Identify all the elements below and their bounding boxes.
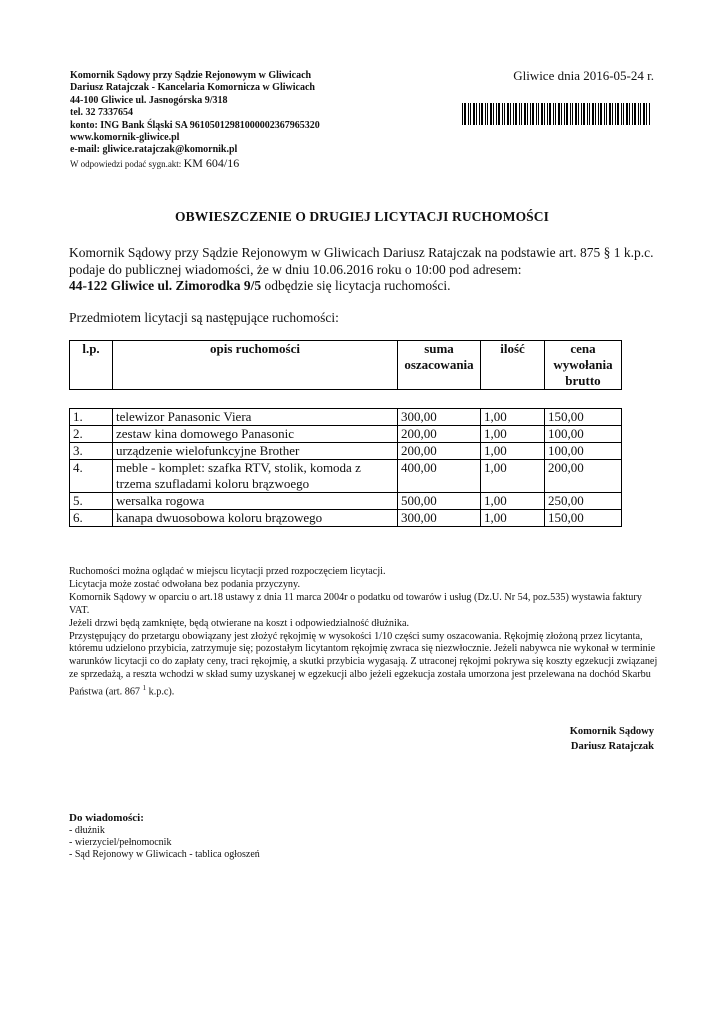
- recipient-item: - Sąd Rejonowy w Gliwicach - tablica ogłoszeń: [69, 849, 260, 861]
- sender-website: www.komornik-gliwice.pl: [70, 132, 180, 144]
- recipients-block: [69, 811, 260, 862]
- cell-quantity: 1,00: [481, 409, 545, 426]
- cell-valuation: 200,00: [398, 426, 481, 443]
- intro-line: podaje do publicznej wiadomości, że w dniu 10.06.2016 roku o 10:00 pod adresem:: [69, 261, 522, 277]
- cell-lp: 1.: [70, 409, 113, 426]
- cell-price: 100,00: [545, 426, 622, 443]
- cell-description: telewizor Panasonic Viera: [113, 409, 398, 426]
- barcode-icon: [462, 103, 652, 131]
- sender-header: [70, 70, 320, 171]
- case-reference: [70, 157, 320, 171]
- cell-valuation: 300,00: [398, 409, 481, 426]
- auction-address: 44-122 Gliwice ul. Zimorodka 9/5: [69, 278, 262, 293]
- cell-price: 150,00: [545, 510, 622, 527]
- subject-line: Przedmiotem licytacji są następujące ruchomości:: [69, 310, 339, 325]
- recipients-heading: Do wiadomości:: [69, 812, 144, 824]
- cell-price: 200,00: [545, 460, 622, 493]
- cell-description: urządzenie wielofunkcyjne Brother: [113, 443, 398, 460]
- document-date: Gliwice dnia 2016-05-24 r.: [513, 68, 654, 83]
- intro-line-rest: odbędzie się licytacja ruchomości.: [261, 278, 451, 293]
- cell-lp: 3.: [70, 443, 113, 460]
- intro-paragraph: [69, 245, 669, 295]
- table-row: [70, 460, 622, 493]
- cell-description: wersalka rogowa: [113, 493, 398, 510]
- intro-line: [69, 278, 669, 295]
- cell-valuation: 500,00: [398, 493, 481, 510]
- cell-valuation: 400,00: [398, 460, 481, 493]
- sender-name: Dariusz Ratajczak - Kancelaria Komornicza w Gliwicach: [70, 82, 315, 94]
- cell-quantity: 1,00: [481, 426, 545, 443]
- cell-quantity: 1,00: [481, 443, 545, 460]
- cell-lp: 2.: [70, 426, 113, 443]
- header-valuation: suma oszacowania: [398, 341, 481, 390]
- sender-address: 44-100 Gliwice ul. Jasnogórska 9/318: [70, 94, 228, 106]
- table-row: [70, 409, 622, 426]
- note-deposit: Przystępujący do przetargu obowiązany jest złożyć rękojmię w wysokości 1/10 części sumy oszacowania. Rękojmię złożoną przez licytanta, któremu udzielono przybicia, zatrzymuje się; pozostałym licytantom rękojmię zwraca się niezwłocznie. Jeżeli nabywca nie wykonał w terminie warunków licytacji co do zapłaty ceny, traci rękojmię, a skutki przybicia wygasają. Z utraconej rękojmi pokrywa się koszty egzekucji związanej ze sprzedażą, a reszta wchodzi w skład sumy uzyskanej w egzekucji albo jeżeli egzekucja została umorzona jest przelewana na dochód Skarbu Państwa (art. 867 $^1$ k.p.c).: [69, 630, 658, 698]
- cell-description: meble - komplet: szafka RTV, stolik, komoda z trzema szufladami koloru brązwoego: [113, 460, 398, 493]
- cell-description: kanapa dwuosobowa koloru brązowego: [113, 510, 398, 527]
- items-table: [69, 408, 622, 527]
- case-reference-number: KM 604/16: [183, 155, 240, 170]
- table-row: [70, 426, 622, 443]
- cell-lp: 6.: [70, 510, 113, 527]
- signature-name: Dariusz Ratajczak: [570, 741, 654, 752]
- document-title: OBWIESZCZENIE O DRUGIEJ LICYTACJI RUCHOMOŚCI: [175, 209, 549, 224]
- cell-lp: 5.: [70, 493, 113, 510]
- header-quantity: ilość: [481, 341, 545, 390]
- cell-price: 250,00: [545, 493, 622, 510]
- cell-valuation: 200,00: [398, 443, 481, 460]
- case-reference-label: W odpowiedzi podać sygn.akt:: [70, 158, 184, 169]
- table-row: [70, 443, 622, 460]
- cell-price: 150,00: [545, 409, 622, 426]
- note-vat: Komornik Sądowy w oparciu o art.18 ustawy z dnia 11 marca 2004r o podatku od towarów i usług (Dz.U. Nr 54, poz.535) wystawia faktury VAT.: [69, 591, 642, 616]
- table-row: [70, 510, 622, 527]
- sender-phone: tel. 32 7337654: [70, 107, 134, 119]
- note-cancellation: Licytacja może zostać odwołana bez podania przyczyny.: [69, 578, 300, 590]
- header-price: cena wywołania brutto: [545, 341, 622, 390]
- table-row: [70, 493, 622, 510]
- cell-valuation: 300,00: [398, 510, 481, 527]
- sender-account: konto: ING Bank Śląski SA 96105012981000002367965320: [70, 119, 320, 131]
- signature-block: [570, 724, 654, 754]
- recipient-item: - wierzyciel/pełnomocnik: [69, 837, 172, 849]
- cell-quantity: 1,00: [481, 493, 545, 510]
- cell-quantity: 1,00: [481, 510, 545, 527]
- header-lp: l.p.: [70, 341, 113, 390]
- header-description: opis ruchomości: [113, 341, 398, 390]
- cell-lp: 4.: [70, 460, 113, 493]
- signature-title: Komornik Sądowy: [569, 726, 654, 737]
- sender-office: Komornik Sądowy przy Sądzie Rejonowym w Gliwicach: [70, 70, 312, 81]
- note-viewing: Ruchomości można oglądać w miejscu licytacji przed rozpoczęciem licytacji.: [69, 566, 386, 577]
- sender-email: e-mail: gliwice.ratajczak@komornik.pl: [70, 144, 238, 156]
- cell-price: 100,00: [545, 443, 622, 460]
- cell-description: zestaw kina domowego Panasonic: [113, 426, 398, 443]
- intro-line: Komornik Sądowy przy Sądzie Rejonowym w Gliwicach Dariusz Ratajczak na podstawie art. 875 § 1 k.p.c.: [69, 245, 654, 260]
- items-table-header: [69, 340, 622, 390]
- notes-block: [69, 566, 659, 699]
- cell-quantity: 1,00: [481, 460, 545, 493]
- note-doors: Jeżeli drzwi będą zamknięte, będą otwierane na koszt i odpowiedzialność dłużnika.: [69, 617, 410, 629]
- recipient-item: - dłużnik: [69, 825, 105, 836]
